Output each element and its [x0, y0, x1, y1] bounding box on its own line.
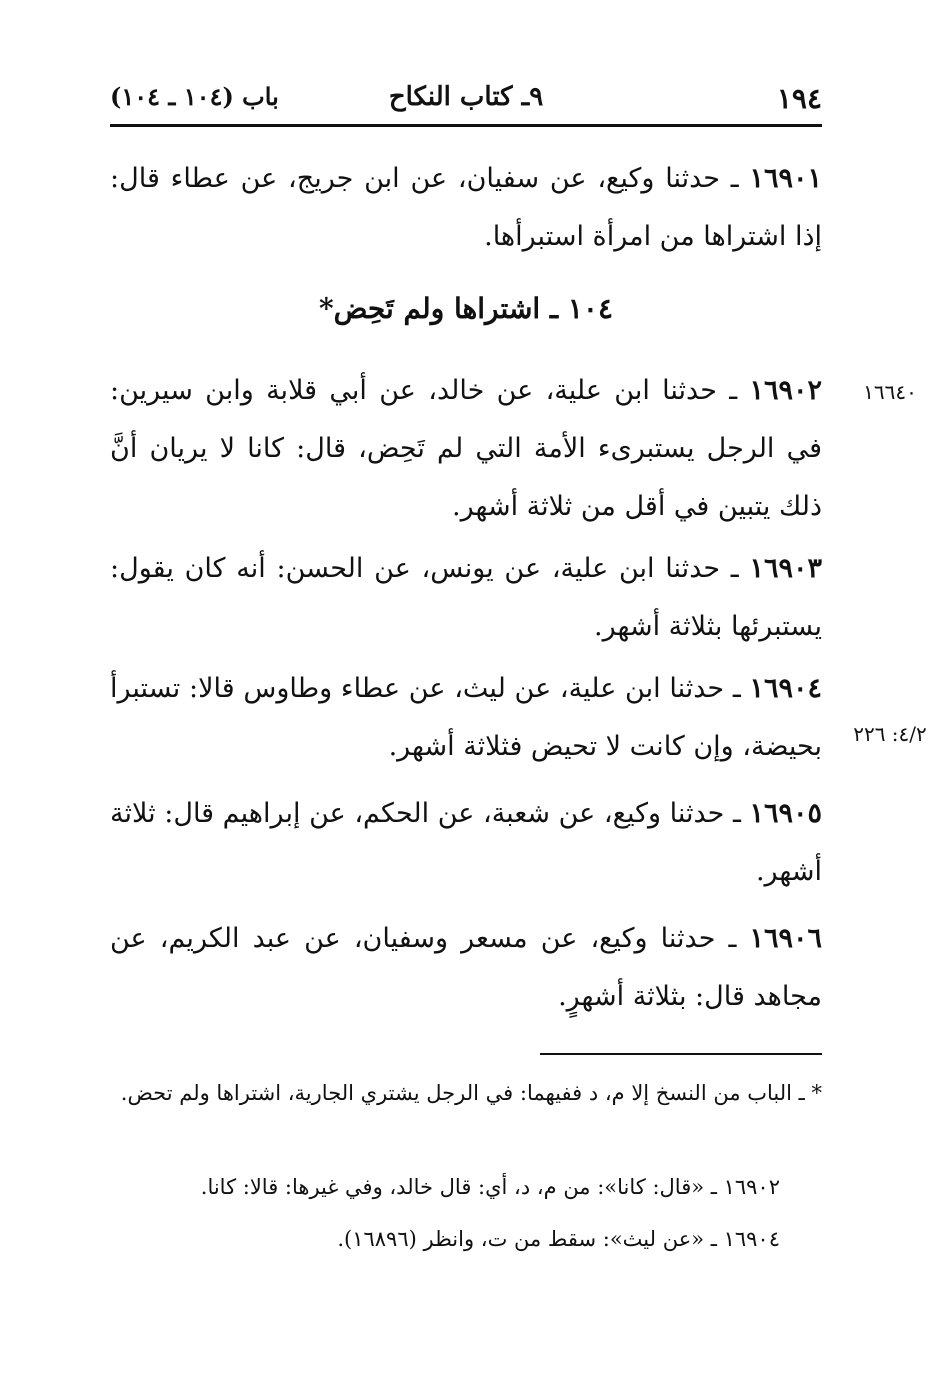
hadith-number: ١٦٩٠٣	[749, 553, 822, 584]
hadith-text: ـ حدثنا وكيع، عن شعبة، عن الحكم، عن إبراهيم قال: ثلاثة أشهر.	[110, 798, 822, 887]
hadith-16901	[110, 150, 822, 266]
section-heading: ١٠٤ ـ اشتراها ولم تَحِض*	[318, 292, 614, 325]
header-rule	[110, 124, 822, 127]
hadith-16902	[110, 362, 822, 536]
hadith-number: ١٦٩٠٥	[749, 798, 822, 829]
chapter-range: باب (١٠٤ ـ ١٠٤)	[110, 82, 279, 111]
hadith-16903	[110, 540, 822, 656]
hadith-number: ١٦٩٠١	[749, 163, 822, 194]
page-header	[110, 82, 822, 122]
book-title: ٩ـ كتاب النكاح	[388, 82, 544, 112]
margin-note-reference: ٤/٢: ٢٢٦	[853, 722, 927, 746]
hadith-text: ـ حدثنا وكيع، عن سفيان، عن ابن جريج، عن عطاء قال: إذا اشتراها من امرأة استبرأها.	[110, 163, 822, 252]
hadith-16904	[110, 660, 822, 776]
hadith-text: ـ حدثنا ابن علية، عن يونس، عن الحسن: أنه كان يقول: يستبرئها بثلاثة أشهر.	[110, 553, 822, 642]
hadith-number: ١٦٩٠٤	[749, 673, 822, 704]
hadith-text: ـ حدثنا ابن علية، عن خالد، عن أبي قلابة وابن سيرين: في الرجل يستبرىء الأمة التي لم تَحِض، قال: كانا لا يريان أنَّ ذلك يتبين في أقل من ثلاثة أشهر.	[110, 375, 822, 522]
hadith-number: ١٦٩٠٦	[749, 923, 822, 954]
hadith-text: ـ حدثنا وكيع، عن مسعر وسفيان، عن عبد الكريم، عن مجاهد قال: بثلاثة أشهرٍ.	[110, 923, 822, 1012]
hadith-16905	[110, 785, 822, 901]
page-number: ١٩٤	[776, 82, 822, 115]
footnote-16904: ١٦٩٠٤ ـ «عن ليث»: سقط من ت، وانظر (١٦٨٩٦).	[337, 1227, 780, 1251]
hadith-text: ـ حدثنا ابن علية، عن ليث، عن عطاء وطاوس قالا: تستبرأ بحيضة، وإن كانت لا تحيض فثلاثة أشهر.	[110, 673, 822, 762]
footnote-16902: ١٦٩٠٢ ـ «قال: كانا»: من م، د، أي: قال خالد، وفي غيرها: قالا: كانا.	[200, 1175, 780, 1199]
hadith-number: ١٦٩٠٢	[749, 375, 822, 406]
footnote-chapter: * ـ الباب من النسخ إلا م، د ففيهما: في الرجل يشتري الجارية، اشتراها ولم تحض.	[120, 1081, 822, 1105]
margin-note-16640: ١٦٦٤٠	[863, 380, 917, 404]
footnote-rule	[540, 1053, 822, 1055]
hadith-16906	[110, 910, 822, 1026]
